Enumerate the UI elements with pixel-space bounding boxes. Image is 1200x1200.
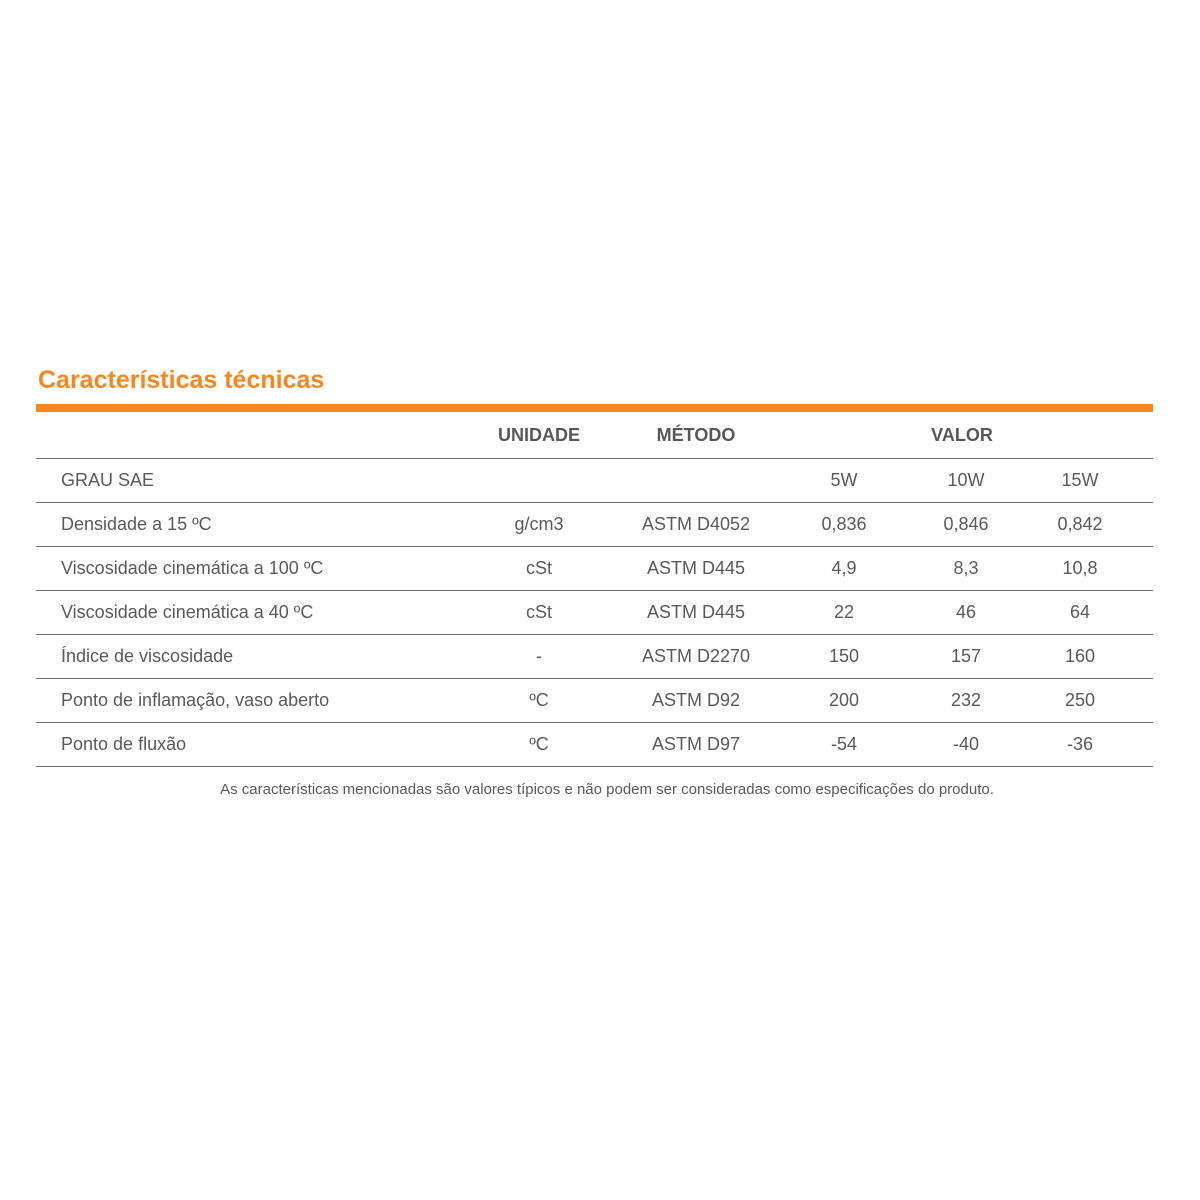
row-value-2: 46 (955, 602, 977, 622)
row-value-2: 10W (947, 470, 985, 490)
row-label: Viscosidade cinemática a 100 ºC (61, 558, 324, 578)
row-value-1: 4,9 (831, 558, 857, 578)
row-value-2: 0,846 (943, 514, 989, 534)
row-value-3: 250 (1064, 690, 1096, 710)
row-method: ASTM D2270 (641, 646, 751, 666)
row-method: ASTM D4052 (641, 514, 751, 534)
header-value: VALOR (931, 425, 993, 445)
row-label: GRAU SAE (61, 470, 155, 490)
row-value-3: -36 (1066, 734, 1093, 754)
row-unit: ºC (529, 734, 549, 754)
row-value-1: -54 (830, 734, 857, 754)
table-header (36, 412, 1153, 459)
table-row-flash-point (36, 679, 1153, 723)
table-row-pour-point (36, 723, 1153, 767)
row-method: ASTM D445 (646, 558, 746, 578)
footnote: As características mencionadas são valores típicos e não podem ser consideradas como especificações do produto. (220, 781, 994, 798)
table-row-viscosity-40 (36, 591, 1153, 635)
row-method: ASTM D97 (651, 734, 741, 754)
row-value-3: 0,842 (1057, 514, 1103, 534)
table-row-sae-grade (36, 459, 1153, 503)
row-method: ASTM D92 (651, 690, 741, 710)
row-value-1: 22 (833, 602, 855, 622)
row-value-1: 5W (830, 470, 858, 490)
row-value-1: 200 (828, 690, 860, 710)
row-value-2: 232 (950, 690, 982, 710)
row-unit: - (536, 646, 542, 666)
row-label: Ponto de inflamação, vaso aberto (61, 690, 330, 710)
row-unit: cSt (525, 602, 552, 622)
header-method: MÉTODO (656, 425, 736, 445)
row-value-3: 160 (1064, 646, 1096, 666)
row-label: Índice de viscosidade (61, 646, 234, 666)
row-value-1: 0,836 (821, 514, 867, 534)
title-accent-bar (36, 404, 1153, 412)
row-unit: g/cm3 (514, 514, 564, 534)
row-value-2: 157 (950, 646, 982, 666)
header-unit: UNIDADE (497, 425, 580, 445)
table-row-viscosity-index (36, 635, 1153, 679)
row-label: Ponto de fluxão (61, 734, 187, 754)
row-value-3: 10,8 (1062, 558, 1098, 578)
row-method: ASTM D445 (646, 602, 746, 622)
row-value-3: 15W (1061, 470, 1099, 490)
row-label: Densidade a 15 ºC (61, 514, 212, 534)
technical-characteristics-section (36, 360, 1153, 798)
row-value-3: 64 (1069, 602, 1091, 622)
table-row-density (36, 503, 1153, 547)
row-unit: cSt (525, 558, 552, 578)
row-value-2: 8,3 (953, 558, 979, 578)
row-unit: ºC (529, 690, 549, 710)
section-title: Características técnicas (38, 366, 325, 394)
table-row-viscosity-100 (36, 547, 1153, 591)
row-value-1: 150 (828, 646, 860, 666)
row-label: Viscosidade cinemática a 40 ºC (61, 602, 314, 622)
row-value-2: -40 (952, 734, 979, 754)
